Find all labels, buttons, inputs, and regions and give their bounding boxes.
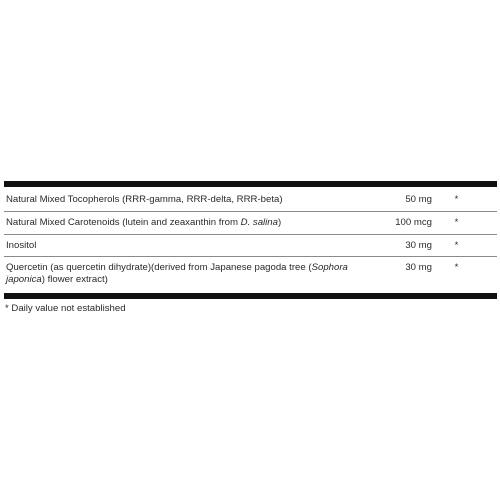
ingredient-amount: 30 mg bbox=[405, 240, 432, 251]
supplement-facts-table bbox=[4, 181, 497, 299]
daily-value: * bbox=[454, 262, 459, 273]
daily-value: * bbox=[454, 217, 459, 228]
bottom-divider bbox=[4, 293, 497, 299]
daily-value: * bbox=[454, 240, 459, 251]
ingredient-amount: 100 mcg bbox=[395, 217, 432, 228]
ingredient-amount: 50 mg bbox=[405, 194, 432, 205]
daily-value: * bbox=[454, 194, 459, 205]
footnote: * Daily value not established bbox=[5, 303, 126, 314]
ingredient-name: Natural Mixed Tocopherols (RRR-gamma, RRR-delta, RRR-beta) bbox=[6, 194, 283, 205]
table-row bbox=[4, 212, 497, 235]
ingredient-name bbox=[4, 262, 374, 286]
ingredient-name-text: Quercetin (as quercetin dihydrate)(derived from Japanese pagoda tree ( bbox=[6, 262, 312, 273]
table-row bbox=[4, 257, 497, 293]
ingredient-name-italic: Sophora japonica bbox=[6, 262, 348, 285]
ingredient-name-text: ) bbox=[277, 217, 282, 228]
table-row bbox=[4, 187, 497, 212]
ingredient-name-text: Natural Mixed Carotenoids (lutein and zeaxanthin from bbox=[6, 217, 241, 228]
ingredient-name: Inositol bbox=[6, 240, 37, 251]
ingredient-name-text: ) flower extract) bbox=[41, 274, 108, 285]
table-row bbox=[4, 235, 497, 257]
ingredient-name-italic: D. salina bbox=[240, 217, 278, 228]
ingredient-amount: 30 mg bbox=[405, 262, 432, 273]
ingredient-name bbox=[4, 217, 374, 229]
